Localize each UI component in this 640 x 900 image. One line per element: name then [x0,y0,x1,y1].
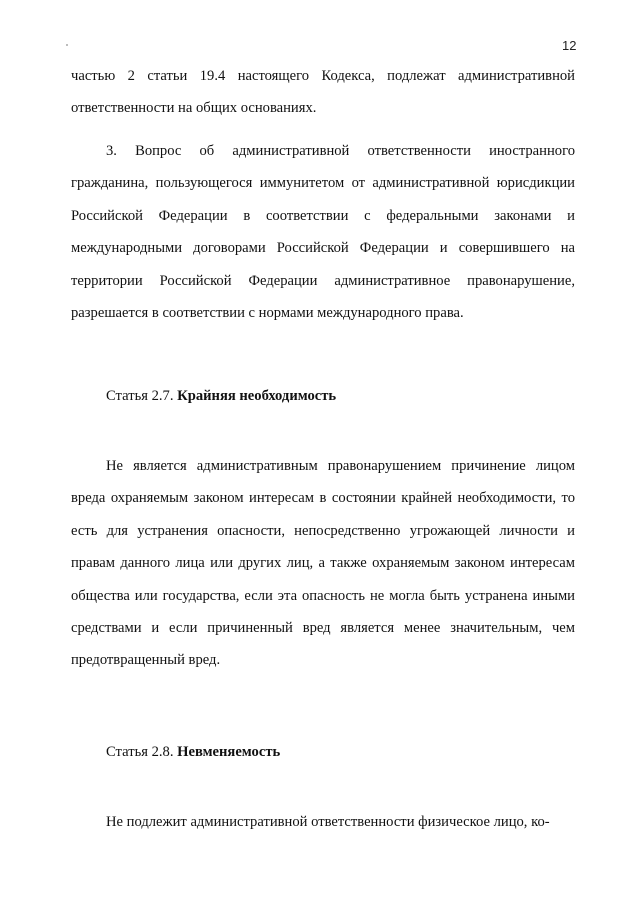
article-2-8-heading [106,742,280,762]
page-number: 12 [562,38,577,53]
article-2-8-number: Статья 2.8. [106,744,178,760]
article-2-8-body: Не подлежит административной ответственности физическое лицо, ко- [106,814,550,830]
article-2-7-title: Крайняя необходимость [177,388,337,404]
article-2-8-title: Невменяемость [177,744,281,760]
scan-speck [66,44,68,46]
article-2-7-number: Статья 2.7. [106,388,178,404]
continuation-paragraph: частью 2 статьи 19.4 настоящего Кодекса, подлежат административной ответственности на общих основаниях. [71,68,575,117]
article-2-7-body: Не является административным правонарушением причинение лицом вреда охраняемым законом интересам в состоянии крайней необходимости, то есть для устранения опасности, непосредственно угрожающей личности и правам данного лица или других лиц, а также охраняемым законом интересам общества или государства, если эта опасность не могла быть устранена иными средствами и если причиненный вред является менее значительным, чем предотвращенный вред. [71,458,575,669]
paragraph-3: 3. Вопрос об административной ответственности иностранного гражданина, пользующегося иммунитетом от административной юрисдикции Российской Федерации в соответствии с федеральными законами и международными договорами Российской Федерации и совершившего на территории Российской Федерации административное правонарушение, разрешается в соответствии с нормами международного права. [71,143,575,322]
article-2-7-heading [106,386,336,406]
